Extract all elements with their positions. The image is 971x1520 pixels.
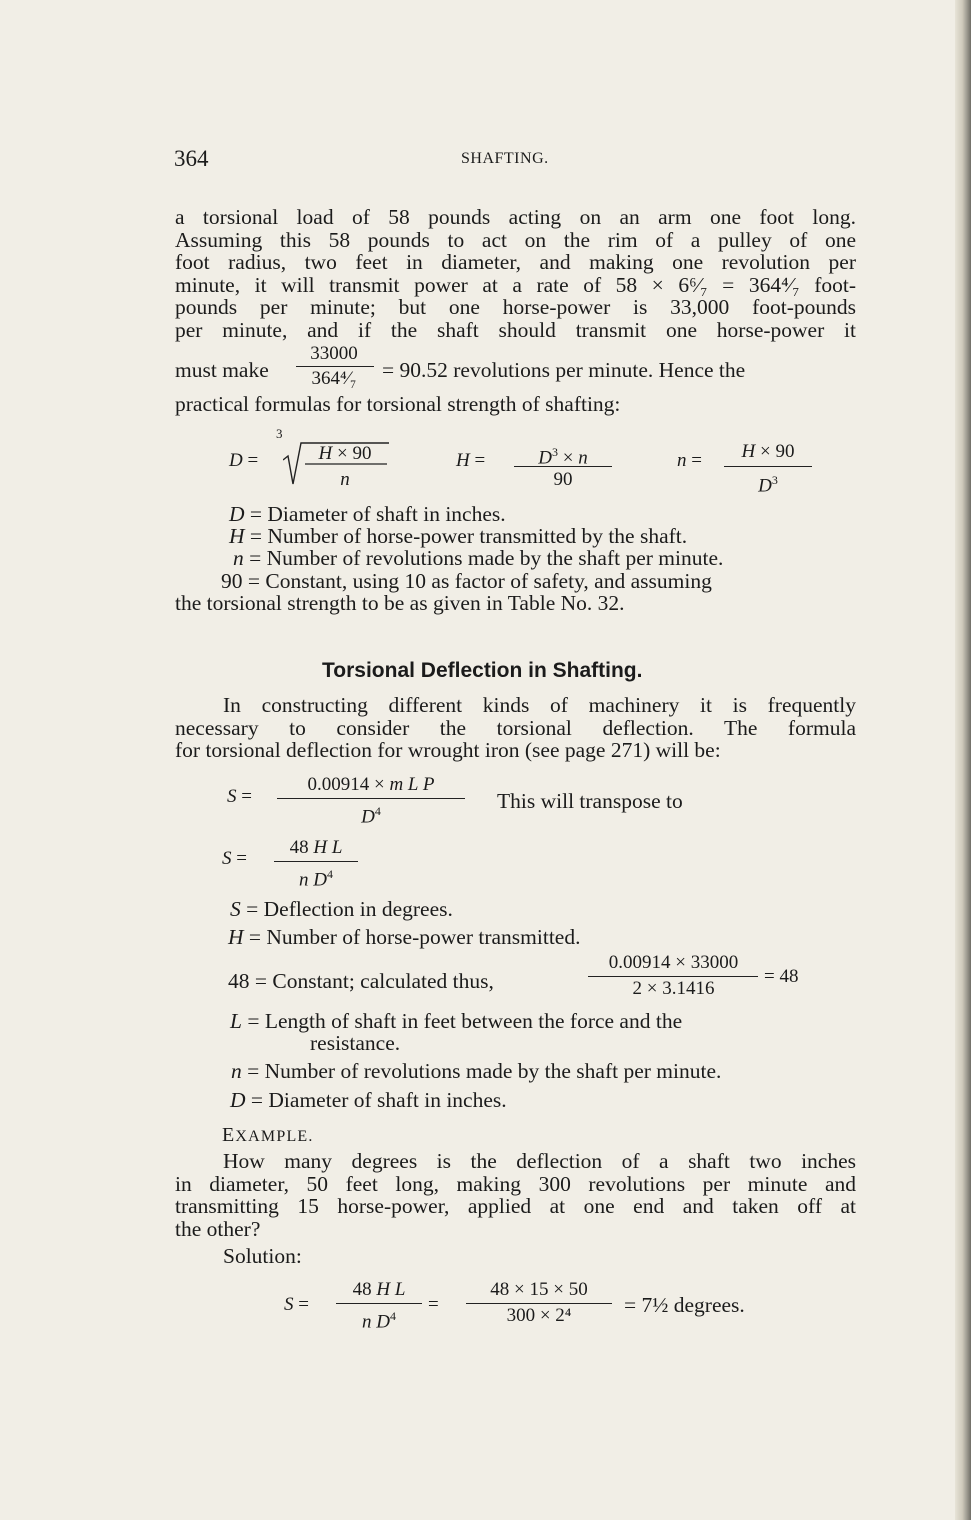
text-line: foot radius, two feet in diameter, and making one revolution per bbox=[175, 250, 856, 275]
section-title: Torsional Deflection in Shafting. bbox=[322, 659, 643, 682]
text-line: How many degrees is the deflection of a shaft two inches bbox=[223, 1149, 856, 1173]
deflection2-denominator: n $D^4$ bbox=[299, 867, 333, 891]
deflection2-numerator: 48 H L bbox=[289, 837, 343, 858]
definition-l: L = Length of shaft in feet between the force and the bbox=[230, 1009, 683, 1033]
fraction-denominator: 364⁴⁄₇ bbox=[311, 368, 357, 389]
text-line: In constructing different kinds of machinery it is frequently bbox=[223, 693, 856, 717]
text-line: pounds per minute; but one horse-power is 33,000 foot-pounds bbox=[175, 295, 856, 320]
solution-equals: = bbox=[428, 1294, 439, 1315]
text-line: minute, it will transmit power at a rate of 58 × 6⁶⁄₇ = 364⁴⁄₇ foot- bbox=[175, 272, 856, 297]
definition-48: 48 = Constant; calculated thus, bbox=[228, 969, 494, 993]
deflection-lhs: S = bbox=[227, 786, 252, 807]
example-paragraph bbox=[175, 1150, 856, 1240]
definition-h: H = Number of horse-power transmitted by the shaft. bbox=[229, 524, 688, 548]
text-line: the torsional strength to be as given in Table No. 32. bbox=[175, 591, 625, 615]
definition-n: n = Number of revolutions made by the shaft per minute. bbox=[233, 546, 724, 570]
definition-l-continued: resistance. bbox=[310, 1031, 401, 1055]
text-line: a torsional load of 58 pounds acting on an arm one foot long. bbox=[175, 205, 856, 229]
formula-n-lhs: n = bbox=[677, 450, 702, 471]
constant-numerator: 0.00914 × 33000 bbox=[608, 952, 739, 973]
constant-result: = 48 bbox=[764, 966, 799, 987]
fraction-bar bbox=[277, 798, 465, 799]
formula-d-lhs: D = bbox=[229, 450, 259, 471]
solution-result: = 7½ degrees. bbox=[624, 1293, 745, 1317]
constant-denominator: 2 × 3.1416 bbox=[632, 978, 715, 999]
text-line: Assuming this 58 pounds to act on the rim of a pulley of one bbox=[175, 227, 856, 252]
fraction-bar bbox=[588, 976, 758, 977]
fraction-bar bbox=[466, 1303, 612, 1304]
must-make-text: must make bbox=[175, 358, 269, 382]
fraction-bar bbox=[274, 861, 358, 862]
definition-d: D = Diameter of shaft in inches. bbox=[229, 502, 506, 526]
deflection-denominator: $D^4$ bbox=[361, 804, 381, 828]
solution-lhs: S = bbox=[284, 1294, 309, 1315]
definition-s: S = Deflection in degrees. bbox=[230, 897, 453, 921]
root-index: 3 bbox=[276, 426, 283, 441]
intro-paragraph bbox=[175, 206, 856, 342]
solution-denominator-2: 300 × 2⁴ bbox=[506, 1305, 572, 1326]
text-line: the other? bbox=[175, 1216, 261, 1241]
formula-d-numerator: H × 90 bbox=[318, 443, 372, 464]
text-line: per minute, and if the shaft should transmit one horse-power it bbox=[175, 317, 856, 342]
formula-h-denominator: 90 bbox=[553, 469, 573, 490]
text-line: in diameter, 50 feet long, making 300 revolutions per minute and bbox=[175, 1171, 856, 1196]
definition-h2: H = Number of horse-power transmitted. bbox=[228, 925, 581, 949]
definition-n2: n = Number of revolutions made by the shaft per minute. bbox=[231, 1059, 722, 1083]
solution-numerator-1: 48 H L bbox=[352, 1279, 406, 1300]
formula-d-denominator: n bbox=[340, 469, 350, 490]
result-text: = 90.52 revolutions per minute. Hence the bbox=[382, 358, 746, 382]
formula-n-denominator: $D^3$ bbox=[758, 473, 778, 497]
section-paragraph bbox=[175, 694, 856, 762]
fraction-bar bbox=[296, 366, 374, 367]
fraction-bar bbox=[514, 466, 612, 467]
formula-h-lhs: H = bbox=[456, 450, 486, 471]
solution-numerator-2: 48 × 15 × 50 bbox=[490, 1279, 588, 1300]
deflection-numerator: 0.00914 × m L P bbox=[307, 774, 435, 795]
fraction-bar bbox=[336, 1303, 422, 1304]
formula-h-numerator: $D^3 \times n$ bbox=[538, 445, 588, 469]
definition-d2: D = Diameter of shaft in inches. bbox=[230, 1088, 507, 1112]
solution-label: Solution: bbox=[223, 1244, 302, 1268]
deflection2-lhs: S = bbox=[222, 848, 247, 869]
formula-n-numerator: H × 90 bbox=[741, 441, 795, 462]
running-title: SHAFTING. bbox=[461, 150, 549, 167]
text-line: practical formulas for torsional strength of shafting: bbox=[175, 392, 621, 416]
transpose-text: This will transpose to bbox=[497, 789, 683, 813]
text-line: for torsional deflection for wrought iron (see page 271) will be: bbox=[175, 738, 721, 763]
example-heading: EXAMPLE. bbox=[222, 1124, 314, 1146]
fraction-bar bbox=[724, 466, 812, 467]
solution-denominator-1: n $D^4$ bbox=[362, 1309, 396, 1333]
definition-constant: 90 = Constant, using 10 as factor of safety, and assuming bbox=[221, 569, 712, 593]
text-line: transmitting 15 horse-power, applied at one end and taken off at bbox=[175, 1194, 856, 1219]
page-edge-shadow bbox=[955, 0, 971, 1520]
fraction-numerator: 33000 bbox=[310, 343, 358, 364]
page-number: 364 bbox=[174, 146, 209, 171]
text-line: necessary to consider the torsional deflection. The formula bbox=[175, 715, 856, 740]
